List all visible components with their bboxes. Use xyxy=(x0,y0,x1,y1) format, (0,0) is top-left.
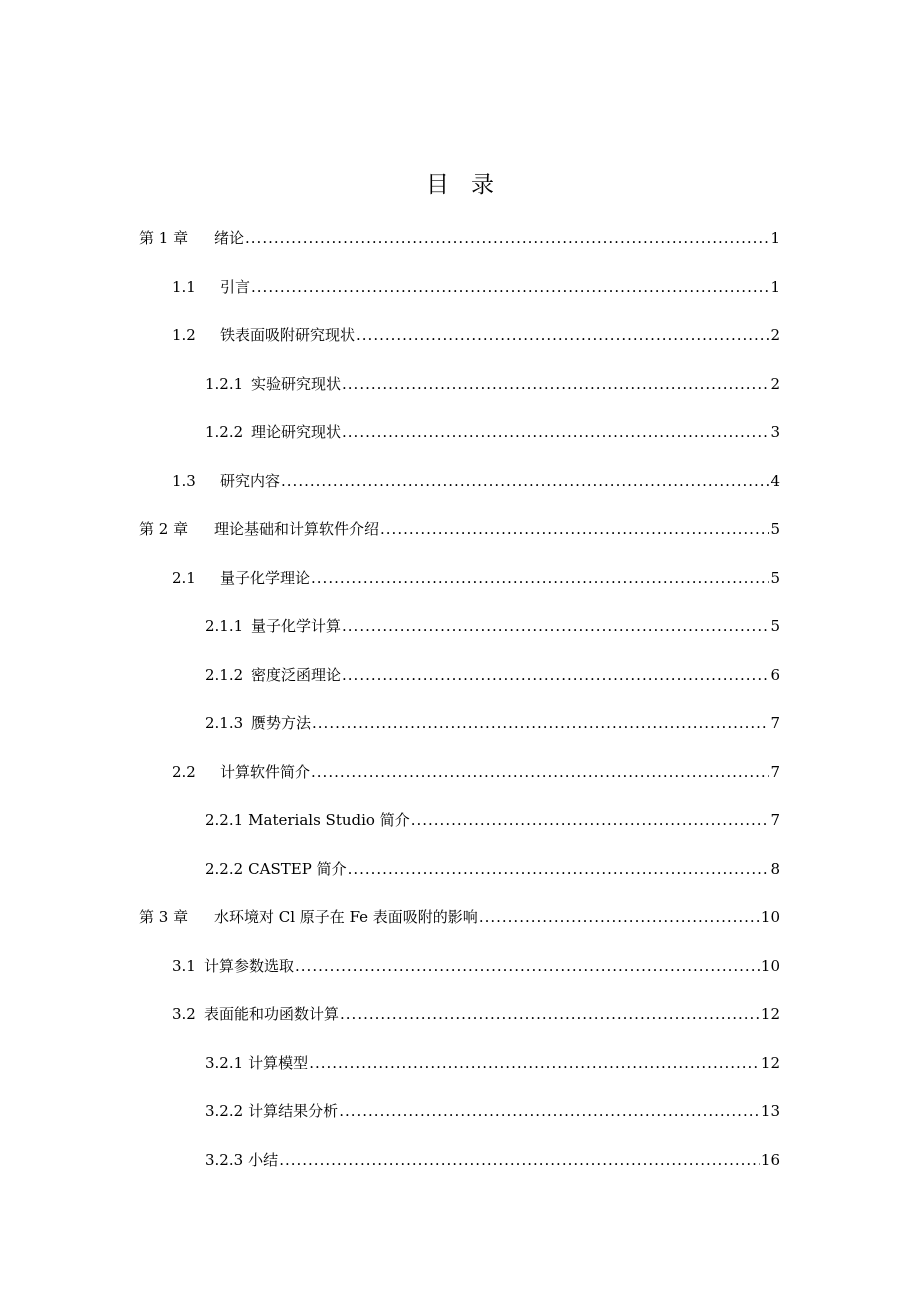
toc-entry-page: 1 xyxy=(770,229,780,247)
dot-leader xyxy=(342,370,769,398)
dot-leader xyxy=(312,709,769,737)
dot-leader xyxy=(251,273,769,301)
toc-entry-title: 密度泛函理论 xyxy=(251,665,342,684)
dot-leader xyxy=(380,515,769,543)
page-title: 目录 xyxy=(426,172,516,198)
toc-entry-title: CASTEP 简介 xyxy=(248,859,347,878)
dot-leader xyxy=(340,1000,760,1028)
toc-entry-number: 2.2.2 xyxy=(205,859,244,878)
dot-leader xyxy=(342,661,769,689)
toc-entry-2-2-2[interactable] xyxy=(205,855,780,883)
toc-entry-page: 16 xyxy=(760,1150,780,1169)
dot-leader xyxy=(342,612,769,640)
toc-entry-title: Materials Studio 简介 xyxy=(248,811,410,829)
toc-entry-number: 1.1 xyxy=(172,277,196,296)
dot-leader xyxy=(311,564,769,592)
toc-entry-title: 计算参数选取 xyxy=(204,956,295,975)
toc-entry-page: 12 xyxy=(760,1053,780,1072)
toc-entry-number: 1.2 xyxy=(172,326,196,344)
dot-leader xyxy=(281,467,769,495)
toc-entry-page: 10 xyxy=(760,956,780,975)
toc-entry-number: 1.2.2 xyxy=(205,423,244,441)
toc-entry-title: 计算模型 xyxy=(248,1053,309,1072)
toc-entry-chapter-2[interactable] xyxy=(139,515,780,543)
toc-entry-3-2-3[interactable] xyxy=(205,1146,780,1174)
toc-entry-page: 7 xyxy=(770,811,780,829)
toc-entry-2-2-1[interactable] xyxy=(205,806,780,834)
dot-leader xyxy=(411,806,770,834)
dot-leader xyxy=(356,321,769,349)
toc-entry-title: 量子化学理论 xyxy=(220,568,311,587)
toc-entry-page: 7 xyxy=(770,762,780,781)
toc-entry-title: 小结 xyxy=(248,1150,279,1169)
toc-entry-number: 2.2.1 xyxy=(205,811,244,829)
toc-entry-number: 3.1 xyxy=(172,956,196,975)
toc-entry-page: 7 xyxy=(770,714,780,732)
dot-leader xyxy=(339,1097,760,1125)
toc-entry-page: 5 xyxy=(770,617,780,635)
dot-leader xyxy=(245,224,769,252)
dot-leader xyxy=(295,952,760,980)
dot-leader xyxy=(479,903,760,931)
toc-entry-number: 2.2 xyxy=(172,762,196,781)
toc-entry-title: 理论基础和计算软件介绍 xyxy=(214,520,380,538)
toc-entry-number: 3.2.1 xyxy=(205,1053,244,1072)
toc-entry-number: 2.1.1 xyxy=(205,617,244,635)
toc-entry-1-2-1[interactable] xyxy=(205,370,780,398)
toc-entry-3-2[interactable] xyxy=(172,1000,780,1028)
dot-leader xyxy=(342,418,769,446)
toc-entry-number: 2.1.3 xyxy=(205,714,244,732)
toc-entry-page: 2 xyxy=(770,374,780,393)
toc-entry-1-1[interactable] xyxy=(172,273,780,301)
toc-entry-title: 表面能和功函数计算 xyxy=(204,1005,340,1023)
dot-leader xyxy=(348,855,770,883)
toc-entry-title: 理论研究现状 xyxy=(251,423,342,441)
toc-entry-chapter-1[interactable] xyxy=(139,224,780,252)
toc-entry-title: 研究内容 xyxy=(220,471,281,490)
dot-leader xyxy=(309,1049,760,1077)
dot-leader xyxy=(311,758,769,786)
toc-entry-title: 铁表面吸附研究现状 xyxy=(220,326,356,344)
toc-entry-2-1-2[interactable] xyxy=(205,661,780,689)
toc-entry-page: 13 xyxy=(760,1102,780,1120)
toc-entry-page: 8 xyxy=(770,859,780,878)
toc-entry-page: 5 xyxy=(770,568,780,587)
toc-entry-number: 2.1 xyxy=(172,568,196,587)
toc-entry-title: 引言 xyxy=(220,277,251,296)
toc-entry-page: 3 xyxy=(770,423,780,441)
toc-entry-1-2[interactable] xyxy=(172,321,780,349)
toc-entry-number: 1.3 xyxy=(172,471,196,490)
toc-entry-title: 计算结果分析 xyxy=(248,1102,339,1120)
toc-entry-1-3[interactable] xyxy=(172,467,780,495)
toc-entry-2-1-1[interactable] xyxy=(205,612,780,640)
toc-entry-number: 2.1.2 xyxy=(205,665,244,684)
toc-entry-page: 1 xyxy=(770,277,780,296)
toc-entry-title: 赝势方法 xyxy=(251,714,312,732)
toc-entry-1-2-2[interactable] xyxy=(205,418,780,446)
toc-entry-title: 量子化学计算 xyxy=(251,617,342,635)
toc-entry-3-1[interactable] xyxy=(172,952,780,980)
toc-entry-page: 6 xyxy=(770,665,780,684)
toc-entry-number: 第 3 章 xyxy=(139,908,189,926)
toc-entry-number: 3.2.2 xyxy=(205,1102,244,1120)
toc-entry-page: 12 xyxy=(760,1005,780,1023)
toc-entry-title: 水环境对 Cl 原子在 Fe 表面吸附的影响 xyxy=(214,908,478,926)
toc-entry-chapter-3[interactable] xyxy=(139,903,780,931)
toc-entry-3-2-2[interactable] xyxy=(205,1097,780,1125)
toc-entry-title: 绪论 xyxy=(214,229,245,247)
toc-entry-number: 1.2.1 xyxy=(205,374,244,393)
toc-entry-page: 2 xyxy=(770,326,780,344)
toc-entry-title: 计算软件简介 xyxy=(220,762,311,781)
toc-entry-3-2-1[interactable] xyxy=(205,1049,780,1077)
toc-entry-2-2[interactable] xyxy=(172,758,780,786)
toc-entry-title: 实验研究现状 xyxy=(251,374,342,393)
toc-entry-2-1[interactable] xyxy=(172,564,780,592)
toc-entry-number: 第 2 章 xyxy=(139,520,189,538)
toc-entry-number: 3.2 xyxy=(172,1005,196,1023)
toc-entry-number: 3.2.3 xyxy=(205,1150,244,1169)
toc-entry-page: 4 xyxy=(770,471,780,490)
dot-leader xyxy=(279,1146,760,1174)
toc-entry-2-1-3[interactable] xyxy=(205,709,780,737)
toc-entry-page: 5 xyxy=(770,520,780,538)
toc-entry-page: 10 xyxy=(760,908,780,926)
toc-entry-number: 第 1 章 xyxy=(139,229,189,247)
